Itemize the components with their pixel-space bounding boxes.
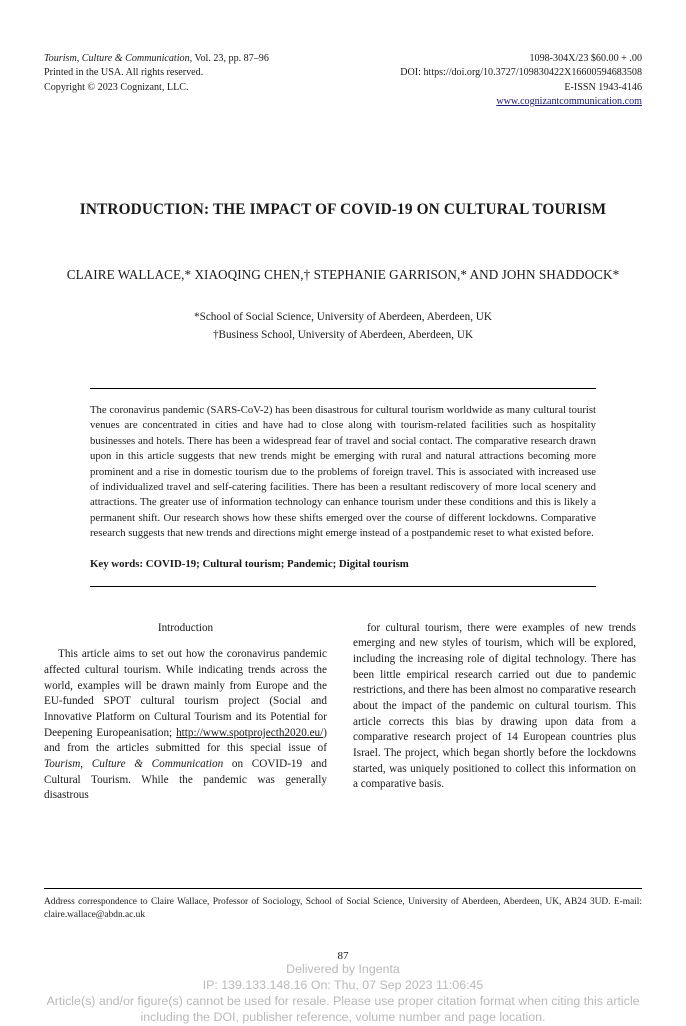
footnote-divider — [44, 888, 642, 889]
affiliation-2: †Business School, University of Aberdeen, Aberdeen, UK — [212, 328, 474, 341]
journal-name: Tourism, Culture & Communication — [44, 53, 190, 64]
header-right-block — [400, 52, 642, 109]
author-list: CLAIRE WALLACE,* XIAOQING CHEN,† STEPHANIE GARRISON,* AND JOHN SHADDOCK* — [66, 267, 620, 283]
header-left-block — [44, 52, 269, 95]
intro-text-part3: on COVID-19 and Cultural Tourism. While the pandemic was generally disastrous — [44, 758, 327, 802]
page-title: INTRODUCTION: THE IMPACT OF COVID-19 ON CULTURAL TOURISM — [79, 201, 607, 219]
watermark-line-3: Article(s) and/or figure(s) cannot be used for resale. Please use proper citation format when citing this article — [46, 993, 640, 1008]
journal-volume-pages: , Vol. 23, pp. 87–96 — [189, 53, 269, 64]
left-column — [44, 621, 327, 804]
right-column — [353, 621, 636, 804]
affiliation-1: *School of Social Science, University of Aberdeen, Aberdeen, UK — [194, 311, 492, 324]
intro-paragraph-right: for cultural tourism, there were examples of new trends emerging and new styles of tourism, which will be explored, including the increasing role of digital technology. There has been little empirical research carried out due to pandemic restrictions, and there has been almost no comparative research about the impact of the pandemic on cultural tourism. This article corrects this bias by drawing upon data from a comparative research project of 14 European countries plus Israel. The project, which began shortly before the lockdowns started, was uniquely positioned to collect this information on a comparative basis. — [353, 621, 636, 791]
intro-text-part2: ) and from the articles submitted for this special issue of — [44, 726, 327, 755]
journal-title-italic: Tourism, Culture & Communication — [44, 758, 224, 771]
body-columns — [44, 621, 642, 804]
printed-in-line: Printed in the USA. All rights reserved. — [44, 67, 204, 79]
doi-line: DOI: https://doi.org/10.3727/109830422X16600594683508 — [400, 67, 642, 79]
intro-text-part1: This article aims to set out how the coronavirus pandemic affected cultural tourism. While indicating trends across the world, examples will be drawn mainly from Europe and the EU-funded SPOT cultural tourism project (Social and Innovative Platform on Cultural Tourism and its Potential for Deepening Europeanisation; — [44, 648, 327, 739]
copyright-line: Copyright © 2023 Cognizant, LLC. — [44, 81, 189, 93]
intro-paragraph-left — [44, 647, 327, 804]
journal-header — [44, 52, 642, 109]
watermark-line-4: including the DOI, publisher reference, volume number and page location. — [140, 1009, 546, 1024]
correspondence-note: Address correspondence to Claire Wallace, Professor of Sociology, School of Social Science, University of Aberdeen, Aberdeen, UK, AB24 3UD. E-mail: claire.wallace@abdn.ac.uk — [44, 897, 642, 921]
eissn-line: E-ISSN 1943-4146 — [564, 81, 642, 93]
delivery-watermark — [0, 962, 686, 1026]
page-number: 87 — [337, 950, 349, 962]
journal-citation-line — [44, 52, 269, 66]
abstract-text: The coronavirus pandemic (SARS-CoV-2) has been disastrous for cultural tourism worldwide as many cultural tourist venues are concentrated in cities and have had to close along with tourism-related facilities such as hospitality businesses and hotels. There has been a widespread fear of travel and social contact. The comparative research drawn upon in this article suggests that new trends might be emerging with rural and natural attractions becoming more prominent and a rise in domestic tourism due to the problems of foreign travel. This is associated with increased use of individualized travel and self-catering facilities. There has been a resultant rediscovery of more local scenery and attractions. The greater use of information technology can enhance tourism under these conditions and this is likely a permanent shift. Our research shows how these shifts emerged over the course of different lockdowns. Comparative research suggests that new trends and directions might emerge instead of a postpandemic reset to what existed before. — [90, 404, 596, 540]
spot-project-link[interactable]: http://www.spotprojecth2020.eu/ — [176, 726, 324, 739]
keywords-line: Key words: COVID-19; Cultural tourism; Pandemic; Digital tourism — [90, 557, 409, 570]
watermark-line-2: IP: 139.133.148.16 On: Thu, 07 Sep 2023 11:06:45 — [202, 977, 484, 992]
publisher-website-link[interactable]: www.cognizantcommunication.com — [496, 95, 642, 107]
affiliations — [44, 309, 642, 344]
section-heading-introduction: Introduction — [157, 621, 214, 634]
abstract-block — [90, 388, 596, 587]
watermark-line-1: Delivered by Ingenta — [286, 962, 400, 976]
issn-price-line: 1098-304X/23 $60.00 + .00 — [529, 53, 642, 64]
footnote-block — [44, 888, 642, 923]
